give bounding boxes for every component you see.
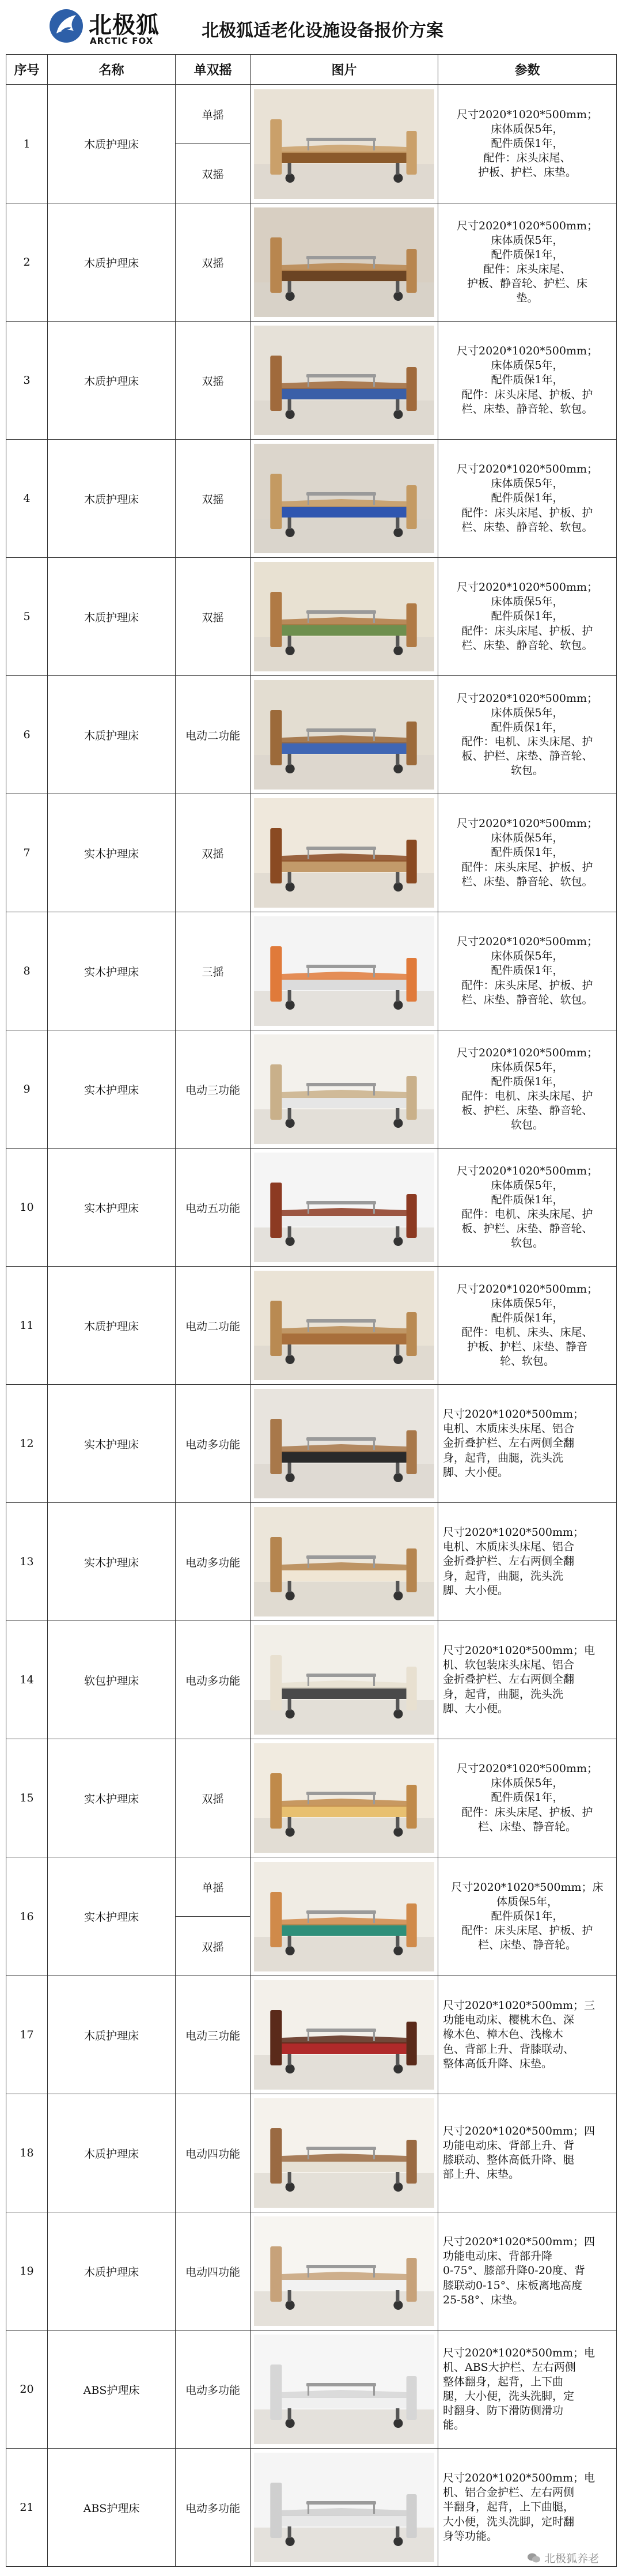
header-crank-type: 单双摇 bbox=[176, 55, 251, 85]
param-line: 尺寸2020*1020*500mm；床 bbox=[451, 1880, 604, 1894]
product-picture bbox=[251, 1030, 438, 1149]
bed-photo bbox=[254, 326, 434, 435]
product-name: 木质护理床 bbox=[48, 1267, 176, 1385]
param-line: 床体质保5年， bbox=[491, 233, 564, 247]
crank-type-cell: 电动多功能 bbox=[176, 1503, 251, 1621]
param-line: 尺寸2020*1020*500mm； bbox=[456, 1282, 598, 1295]
document-header bbox=[0, 0, 622, 54]
product-picture bbox=[251, 676, 438, 794]
param-line: 床体质保5年， bbox=[491, 477, 564, 490]
row-number: 20 bbox=[6, 2331, 48, 2449]
table-row bbox=[6, 1976, 617, 2094]
product-params bbox=[438, 558, 617, 676]
param-line: 脚、大小便。 bbox=[443, 1702, 509, 1715]
product-name: 木质护理床 bbox=[48, 203, 176, 322]
param-line: 床体质保5年， bbox=[491, 1060, 564, 1074]
table-header-row bbox=[6, 55, 617, 85]
product-picture bbox=[251, 2449, 438, 2567]
table-row bbox=[6, 1621, 617, 1739]
row-number: 16 bbox=[6, 1857, 48, 1976]
table-row bbox=[6, 203, 617, 322]
param-line: 尺寸2020*1020*500mm； bbox=[456, 108, 598, 121]
bed-photo bbox=[254, 680, 434, 790]
fox-logo-icon bbox=[48, 8, 84, 44]
param-line: 身，起背，曲腿，洗头洗 bbox=[443, 1569, 564, 1582]
param-line: 床体质保5年， bbox=[491, 359, 564, 372]
table-row bbox=[6, 1030, 617, 1149]
product-params bbox=[438, 1739, 617, 1857]
param-line: 尺寸2020*1020*500mm；三 bbox=[443, 1999, 596, 2012]
bed-photo bbox=[254, 1271, 434, 1380]
table-row bbox=[6, 322, 617, 440]
crank-type-cell: 电动三功能 bbox=[176, 1030, 251, 1149]
param-line: 床体质保5年， bbox=[491, 950, 564, 963]
param-line: 尺寸2020*1020*500mm； bbox=[443, 1526, 585, 1539]
product-params bbox=[438, 2449, 617, 2567]
product-picture bbox=[251, 1149, 438, 1267]
row-number: 21 bbox=[6, 2449, 48, 2567]
product-params bbox=[438, 1385, 617, 1503]
table-row bbox=[6, 794, 617, 912]
bed-photo bbox=[254, 1389, 434, 1498]
param-line: 软包。 bbox=[510, 764, 544, 777]
param-line: 机、铝合金护栏、左右两侧 bbox=[443, 2486, 575, 2499]
bed-photo bbox=[254, 562, 434, 671]
bed-photo bbox=[254, 1862, 434, 1971]
footer-watermark bbox=[527, 2550, 599, 2566]
quote-table bbox=[6, 54, 617, 2567]
product-name: 实木护理床 bbox=[48, 1503, 176, 1621]
param-line: 护板、护栏、床垫、静音 bbox=[466, 1340, 587, 1354]
param-line: 栏、床垫、静音轮、软包。 bbox=[461, 639, 593, 652]
crank-type-cell: 电动多功能 bbox=[176, 2331, 251, 2449]
param-line: 板、护栏、床垫、静音轮、 bbox=[461, 1104, 593, 1117]
brand-name-en: ARCTIC FOX bbox=[90, 36, 154, 46]
crank-type-cell: 电动多功能 bbox=[176, 1621, 251, 1739]
param-line: 0-75°、膝部升降0-20度、背 bbox=[443, 2264, 585, 2277]
row-number: 9 bbox=[6, 1030, 48, 1149]
row-number: 19 bbox=[6, 2212, 48, 2331]
product-params bbox=[438, 1149, 617, 1267]
crank-type-cell bbox=[176, 85, 251, 203]
crank-type-cell: 电动多功能 bbox=[176, 1385, 251, 1503]
param-line: 尺寸2020*1020*500mm；四 bbox=[443, 2124, 596, 2137]
product-name: 实木护理床 bbox=[48, 912, 176, 1030]
param-line: 金折叠护栏、左右两侧全翻 bbox=[443, 1673, 575, 1686]
bed-photo bbox=[254, 1034, 434, 1144]
table-row bbox=[6, 2331, 617, 2449]
param-line: 电机、木质床头床尾、铝合 bbox=[443, 1540, 575, 1554]
bed-photo bbox=[254, 89, 434, 199]
product-picture bbox=[251, 2094, 438, 2212]
product-name: 实木护理床 bbox=[48, 1857, 176, 1976]
product-picture bbox=[251, 1857, 438, 1976]
param-line: 橡木色、樟木色、浅橡木 bbox=[443, 2028, 564, 2041]
row-number: 18 bbox=[6, 2094, 48, 2212]
param-line: 配件质保1年， bbox=[491, 248, 564, 261]
param-line: 机、ABS大护栏、左右两侧 bbox=[443, 2360, 576, 2374]
product-name: ABS护理床 bbox=[48, 2449, 176, 2567]
bed-photo bbox=[254, 2453, 434, 2562]
brand-name-cn: 北极狐 bbox=[89, 12, 160, 39]
param-line: 整体高低升降、床垫。 bbox=[443, 2057, 553, 2070]
table-row bbox=[6, 1503, 617, 1621]
row-number: 8 bbox=[6, 912, 48, 1030]
param-line: 栏、床垫、静音轮、软包。 bbox=[461, 402, 593, 416]
param-line: 身等功能。 bbox=[443, 2529, 498, 2543]
product-name: 实木护理床 bbox=[48, 1739, 176, 1857]
product-picture bbox=[251, 1621, 438, 1739]
product-picture bbox=[251, 558, 438, 676]
param-line: 配件：床头床尾、 bbox=[483, 152, 571, 165]
row-number: 6 bbox=[6, 676, 48, 794]
param-line: 配件质保1年， bbox=[491, 137, 564, 150]
page-title: 北极狐适老化设施设备报价方案 bbox=[202, 21, 443, 41]
param-line: 金折叠护栏、左右两侧全翻 bbox=[443, 1437, 575, 1450]
product-params bbox=[438, 203, 617, 322]
product-picture bbox=[251, 2212, 438, 2331]
table-row bbox=[6, 85, 617, 203]
product-params bbox=[438, 794, 617, 912]
row-number: 7 bbox=[6, 794, 48, 912]
product-picture bbox=[251, 85, 438, 203]
param-line: 整体翻身，起背，上下曲 bbox=[443, 2375, 564, 2388]
param-line: 腿，大小便，洗头洗脚，定 bbox=[443, 2390, 575, 2403]
table-row bbox=[6, 1857, 617, 1976]
header-no: 序号 bbox=[6, 55, 48, 85]
param-line: 功能电动床、樱桃木色、深 bbox=[443, 2014, 575, 2027]
table-row bbox=[6, 1267, 617, 1385]
row-number: 4 bbox=[6, 440, 48, 558]
product-params bbox=[438, 1857, 617, 1976]
param-line: 尺寸2020*1020*500mm； bbox=[456, 817, 598, 830]
product-picture bbox=[251, 1267, 438, 1385]
param-line: 时翻身、防下滑防侧滑功 bbox=[443, 2404, 564, 2418]
param-line: 尺寸2020*1020*500mm；电 bbox=[443, 2472, 596, 2485]
param-line: 功能电动床、背部上升、背 bbox=[443, 2139, 575, 2152]
crank-type-cell: 双摇 bbox=[176, 440, 251, 558]
param-line: 电机、木质床头床尾、铝合 bbox=[443, 1422, 575, 1436]
param-line: 功能电动床、背部升降 bbox=[443, 2250, 553, 2263]
bed-photo bbox=[254, 798, 434, 908]
crank-type-cell: 电动二功能 bbox=[176, 1267, 251, 1385]
product-name: 实木护理床 bbox=[48, 794, 176, 912]
param-line: 尺寸2020*1020*500mm； bbox=[456, 219, 598, 232]
param-line: 尺寸2020*1020*500mm；电 bbox=[443, 1644, 596, 1657]
table-row bbox=[6, 558, 617, 676]
param-line: 大小便，洗头洗脚，定时翻 bbox=[443, 2515, 575, 2528]
row-number: 5 bbox=[6, 558, 48, 676]
param-line: 配件质保1年， bbox=[491, 720, 564, 734]
table-row bbox=[6, 440, 617, 558]
row-number: 2 bbox=[6, 203, 48, 322]
product-params bbox=[438, 85, 617, 203]
product-name: 木质护理床 bbox=[48, 1976, 176, 2094]
param-line: 配件：电机、床头、床尾、 bbox=[461, 1326, 593, 1339]
row-number: 13 bbox=[6, 1503, 48, 1621]
bed-photo bbox=[254, 2098, 434, 2208]
param-line: 尺寸2020*1020*500mm； bbox=[456, 1046, 598, 1059]
product-name: 实木护理床 bbox=[48, 1030, 176, 1149]
table-row bbox=[6, 2449, 617, 2567]
param-line: 床体质保5年， bbox=[491, 832, 564, 845]
param-line: 能。 bbox=[443, 2419, 465, 2432]
param-line: 配件：床头床尾、护板、护 bbox=[461, 1806, 593, 1819]
param-line: 尺寸2020*1020*500mm； bbox=[456, 581, 598, 594]
bed-photo bbox=[254, 1980, 434, 2090]
product-name: 木质护理床 bbox=[48, 676, 176, 794]
row-number: 14 bbox=[6, 1621, 48, 1739]
row-number: 11 bbox=[6, 1267, 48, 1385]
product-params bbox=[438, 2094, 617, 2212]
row-number: 10 bbox=[6, 1149, 48, 1267]
product-picture bbox=[251, 203, 438, 322]
wechat-icon bbox=[527, 2552, 541, 2564]
param-line: 配件：床头床尾、护板、护 bbox=[461, 506, 593, 519]
product-params bbox=[438, 1621, 617, 1739]
param-line: 配件质保1年， bbox=[491, 1909, 564, 1922]
param-line: 栏、床垫、静音轮、软包。 bbox=[461, 875, 593, 888]
crank-type-cell: 电动四功能 bbox=[176, 2094, 251, 2212]
param-line: 配件：床头床尾、护板、护 bbox=[461, 624, 593, 637]
param-line: 配件质保1年， bbox=[491, 610, 564, 623]
crank-type-cell: 电动多功能 bbox=[176, 2449, 251, 2567]
param-line: 机、软包装床头床尾、铝合 bbox=[443, 1659, 575, 1672]
param-line: 板、护栏、床垫、静音轮、 bbox=[461, 750, 593, 763]
param-line: 轮、软包。 bbox=[499, 1355, 555, 1368]
param-line: 膝联动0-15°、床板离地高度 bbox=[443, 2279, 583, 2292]
param-line: 栏、床垫、静音轮。 bbox=[477, 1939, 577, 1952]
param-line: 尺寸2020*1020*500mm； bbox=[456, 935, 598, 949]
param-line: 床体质保5年， bbox=[491, 706, 564, 719]
row-number: 1 bbox=[6, 85, 48, 203]
product-picture bbox=[251, 1385, 438, 1503]
header-params: 参数 bbox=[438, 55, 617, 85]
crank-type-cell: 电动五功能 bbox=[176, 1149, 251, 1267]
product-name: 实木护理床 bbox=[48, 1385, 176, 1503]
param-line: 尺寸2020*1020*500mm； bbox=[456, 463, 598, 476]
param-line: 尺寸2020*1020*500mm； bbox=[456, 692, 598, 705]
param-line: 配件：床头床尾、护板、护 bbox=[461, 1924, 593, 1937]
crank-type: 单摇 bbox=[202, 1881, 224, 1894]
bed-photo bbox=[254, 1153, 434, 1262]
param-line: 膝联动、整体高低升降、腿 bbox=[443, 2154, 575, 2166]
row-number: 3 bbox=[6, 322, 48, 440]
header-picture: 图片 bbox=[251, 55, 438, 85]
param-line: 护板、护栏、床垫。 bbox=[477, 166, 577, 179]
product-name: 实木护理床 bbox=[48, 1149, 176, 1267]
param-line: 栏、床垫、静音轮、软包。 bbox=[461, 520, 593, 534]
product-params bbox=[438, 322, 617, 440]
param-line: 配件质保1年， bbox=[491, 964, 564, 977]
param-line: 软包。 bbox=[510, 1237, 544, 1250]
product-name: 木质护理床 bbox=[48, 85, 176, 203]
product-picture bbox=[251, 1503, 438, 1621]
param-line: 床体质保5年， bbox=[491, 595, 564, 609]
param-line: 床体质保5年， bbox=[491, 1297, 564, 1310]
product-name: 木质护理床 bbox=[48, 2212, 176, 2331]
param-line: 25-58°、床垫。 bbox=[443, 2293, 524, 2306]
product-name: 软包护理床 bbox=[48, 1621, 176, 1739]
table-row bbox=[6, 1149, 617, 1267]
product-name: 木质护理床 bbox=[48, 2094, 176, 2212]
crank-type-cell bbox=[176, 1857, 251, 1976]
product-name: 木质护理床 bbox=[48, 440, 176, 558]
table-row bbox=[6, 2212, 617, 2331]
param-line: 配件：电机、床头床尾、护 bbox=[461, 1208, 593, 1221]
param-line: 配件质保1年， bbox=[491, 373, 564, 387]
param-line: 床体质保5年， bbox=[491, 122, 564, 135]
product-params bbox=[438, 440, 617, 558]
param-line: 床体质保5年， bbox=[491, 1777, 564, 1790]
param-line: 尺寸2020*1020*500mm； bbox=[443, 1408, 585, 1421]
product-params bbox=[438, 1503, 617, 1621]
param-line: 配件质保1年， bbox=[491, 1075, 564, 1088]
param-line: 配件质保1年， bbox=[491, 846, 564, 859]
bed-photo bbox=[254, 1625, 434, 1735]
table-row bbox=[6, 1385, 617, 1503]
param-line: 尺寸2020*1020*500mm； bbox=[456, 1164, 598, 1177]
product-picture bbox=[251, 322, 438, 440]
product-params bbox=[438, 912, 617, 1030]
table-row bbox=[6, 1739, 617, 1857]
product-picture bbox=[251, 440, 438, 558]
param-line: 板、护栏、床垫、静音轮、 bbox=[461, 1222, 593, 1236]
param-line: 配件质保1年， bbox=[491, 1311, 564, 1324]
crank-type: 双摇 bbox=[176, 143, 250, 203]
param-line: 身，起背，曲腿，洗头洗 bbox=[443, 1687, 564, 1701]
bed-photo bbox=[254, 1507, 434, 1616]
product-name: 木质护理床 bbox=[48, 558, 176, 676]
product-params bbox=[438, 1976, 617, 2094]
param-line: 配件质保1年， bbox=[491, 1193, 564, 1206]
product-picture bbox=[251, 794, 438, 912]
table-row bbox=[6, 912, 617, 1030]
watermark-text: 北极狐养老 bbox=[544, 2552, 599, 2565]
param-line: 半翻身，起背，上下曲腿， bbox=[443, 2501, 575, 2514]
param-line: 配件：床头床尾、护板、护 bbox=[461, 388, 593, 401]
param-line: 配件：床头床尾、 bbox=[483, 263, 571, 275]
product-picture bbox=[251, 2331, 438, 2449]
param-line: 尺寸2020*1020*500mm；四 bbox=[443, 2235, 596, 2249]
bed-photo bbox=[254, 207, 434, 317]
param-line: 护板、静音轮、护栏、床 bbox=[466, 277, 587, 290]
crank-type-cell: 双摇 bbox=[176, 794, 251, 912]
product-params bbox=[438, 2331, 617, 2449]
param-line: 配件：电机、床头床尾、护 bbox=[461, 735, 593, 748]
product-params bbox=[438, 676, 617, 794]
param-line: 色、背部上升、背膝联动、 bbox=[443, 2042, 575, 2056]
crank-type-cell: 电动三功能 bbox=[176, 1976, 251, 2094]
bed-photo bbox=[254, 2216, 434, 2326]
row-number: 17 bbox=[6, 1976, 48, 2094]
param-line: 体质保5年， bbox=[496, 1895, 559, 1908]
param-line: 脚、大小便。 bbox=[443, 1465, 509, 1479]
param-line: 软包。 bbox=[510, 1119, 544, 1132]
product-name: 木质护理床 bbox=[48, 322, 176, 440]
product-params bbox=[438, 1267, 617, 1385]
product-name: ABS护理床 bbox=[48, 2331, 176, 2449]
param-line: 脚、大小便。 bbox=[443, 1584, 509, 1597]
crank-type-cell: 双摇 bbox=[176, 203, 251, 322]
product-params bbox=[438, 2212, 617, 2331]
header-name: 名称 bbox=[48, 55, 176, 85]
bed-photo bbox=[254, 1743, 434, 1853]
param-line: 栏、床垫、静音轮、软包。 bbox=[461, 993, 593, 1006]
bed-photo bbox=[254, 444, 434, 553]
param-line: 床体质保5年， bbox=[491, 1179, 564, 1192]
crank-type-cell: 电动四功能 bbox=[176, 2212, 251, 2331]
table-row bbox=[6, 2094, 617, 2212]
product-picture bbox=[251, 1976, 438, 2094]
param-line: 尺寸2020*1020*500mm；电 bbox=[443, 2346, 596, 2359]
row-number: 15 bbox=[6, 1739, 48, 1857]
bed-photo bbox=[254, 2335, 434, 2444]
crank-type-cell: 双摇 bbox=[176, 322, 251, 440]
param-line: 尺寸2020*1020*500mm； bbox=[456, 1762, 598, 1776]
row-number: 12 bbox=[6, 1385, 48, 1503]
param-line: 身，起背，曲腿，洗头洗 bbox=[443, 1451, 564, 1464]
param-line: 配件质保1年， bbox=[491, 492, 564, 505]
param-line: 尺寸2020*1020*500mm； bbox=[456, 345, 598, 358]
crank-type-cell: 双摇 bbox=[176, 558, 251, 676]
param-line: 配件：床头床尾、护板、护 bbox=[461, 860, 593, 874]
table-row bbox=[6, 676, 617, 794]
bed-photo bbox=[254, 916, 434, 1026]
param-line: 垫。 bbox=[516, 292, 538, 305]
crank-type: 单摇 bbox=[202, 108, 224, 122]
product-picture bbox=[251, 1739, 438, 1857]
product-picture bbox=[251, 912, 438, 1030]
param-line: 配件：电机、床头床尾、护 bbox=[461, 1090, 593, 1102]
crank-type-cell: 三摇 bbox=[176, 912, 251, 1030]
crank-type-cell: 电动二功能 bbox=[176, 676, 251, 794]
param-line: 配件质保1年， bbox=[491, 1791, 564, 1804]
param-line: 栏、床垫、静音轮。 bbox=[477, 1820, 577, 1833]
crank-type: 双摇 bbox=[176, 1916, 250, 1976]
param-line: 配件：床头床尾、护板、护 bbox=[461, 979, 593, 992]
param-line: 金折叠护栏、左右两侧全翻 bbox=[443, 1555, 575, 1568]
param-line: 部上升、床垫。 bbox=[443, 2168, 520, 2181]
product-params bbox=[438, 1030, 617, 1149]
crank-type-cell: 双摇 bbox=[176, 1739, 251, 1857]
